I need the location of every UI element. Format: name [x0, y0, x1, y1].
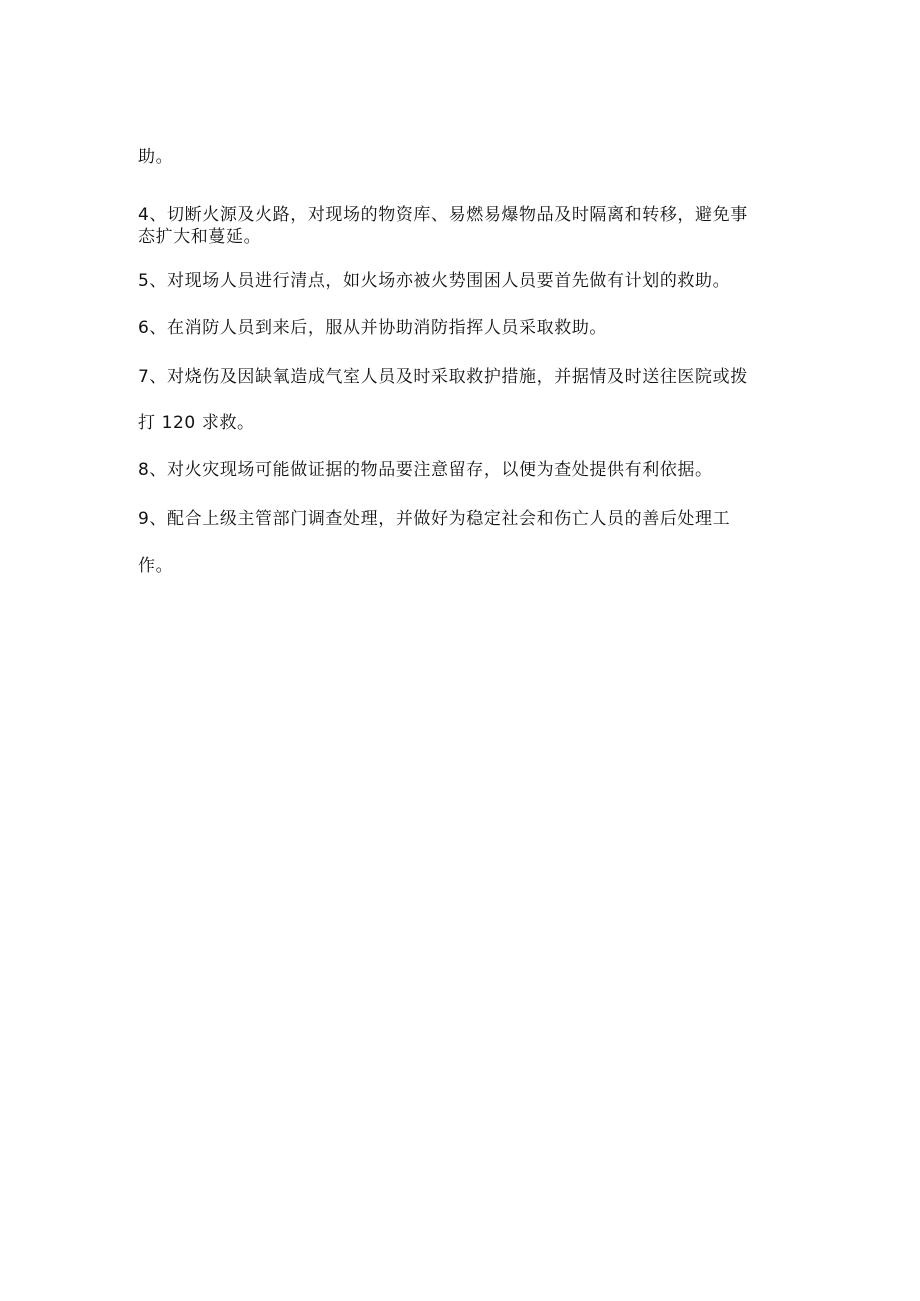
paragraph-5: 5、对现场人员进行清点，如火场亦被火势围困人员要首先做有计划的救助。 — [138, 271, 731, 291]
paragraph-3-continuation: 助。 — [138, 147, 174, 167]
paragraph-8: 8、对火灾现场可能做证据的物品要注意留存，以便为查处提供有利依据。 — [138, 460, 713, 480]
paragraph-9-line-1: 9、配合上级主管部门调查处理，并做好为稳定社会和伤亡人员的善后处理工 — [138, 509, 731, 529]
paragraph-4-line-1: 4、切断火源及火路，对现场的物资库、易燃易爆物品及时隔离和转移，避免事 — [138, 205, 748, 225]
paragraph-4-line-2: 态扩大和蔓延。 — [138, 227, 262, 247]
paragraph-9-line-2: 作。 — [138, 556, 174, 576]
paragraph-7-line-1: 7、对烧伤及因缺氧造成气室人员及时采取救护措施，并据情及时送往医院或拨 — [138, 367, 748, 387]
paragraph-7-line-2: 打 120 求救。 — [138, 413, 255, 433]
paragraph-6: 6、在消防人员到来后，服从并协助消防指挥人员采取救助。 — [138, 318, 608, 338]
